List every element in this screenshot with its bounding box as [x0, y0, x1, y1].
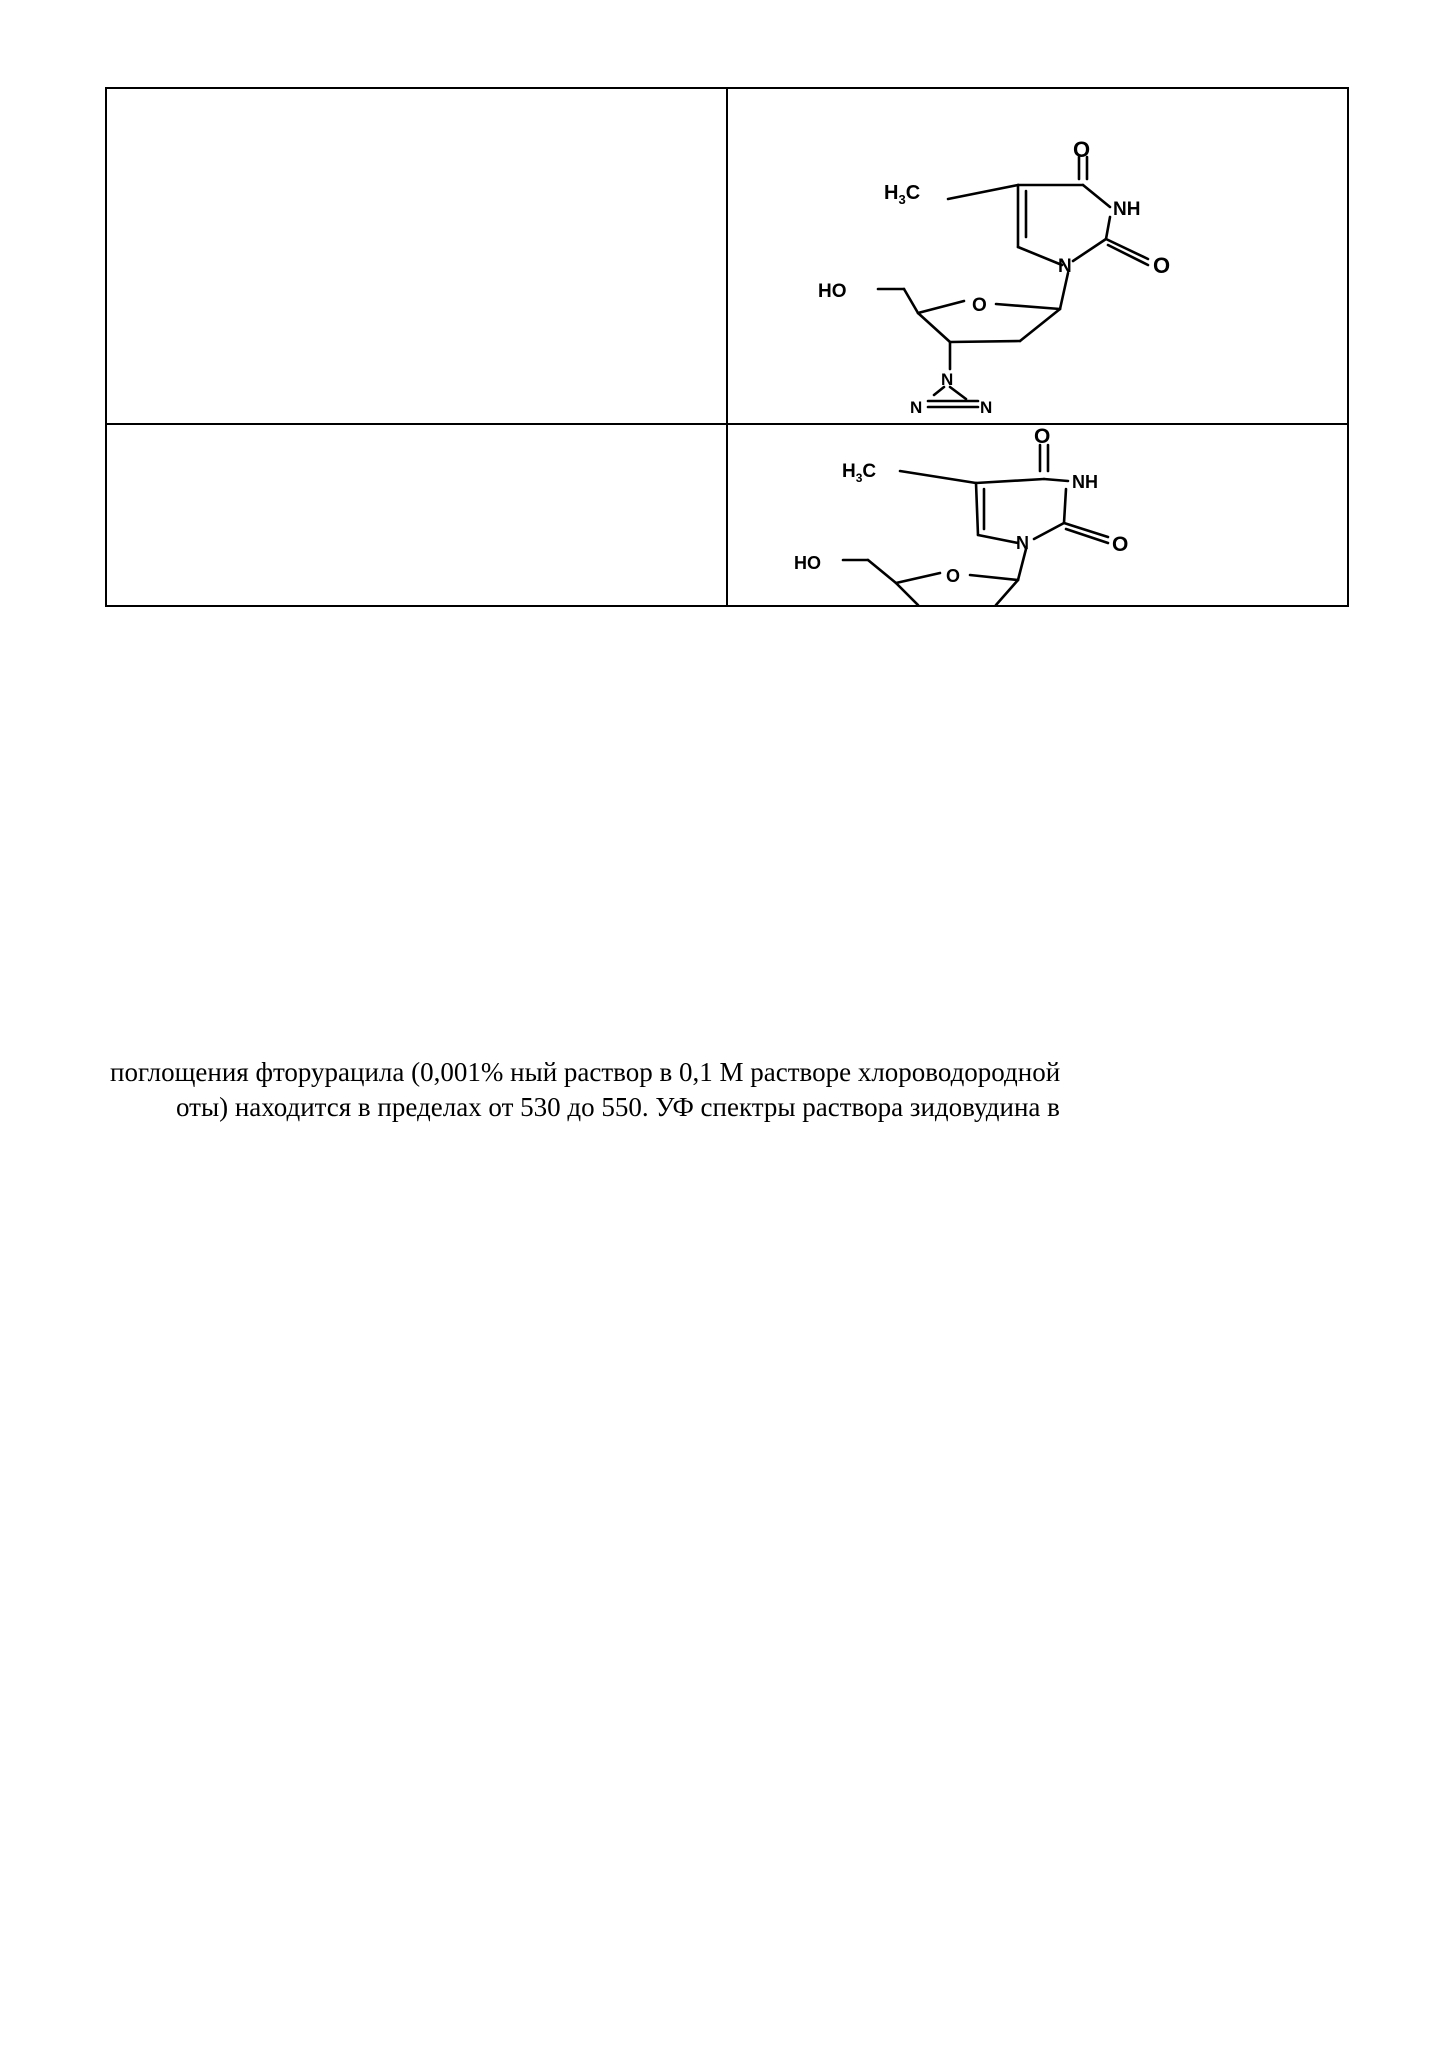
svg-text:N: N [1016, 533, 1029, 553]
paragraph-line: поглощения фторурацила (0,001% ный раствор в 0,1 М растворе хлороводородной [110, 1057, 1061, 1087]
stavudine-like-structure-icon [728, 425, 1347, 605]
table-row [106, 88, 1348, 424]
table-cell-empty [106, 424, 727, 606]
table-cell-empty [106, 88, 727, 424]
svg-text:HO: HO [818, 281, 847, 302]
svg-text:N: N [1058, 256, 1072, 277]
svg-text:HO: HO [794, 553, 821, 573]
table-cell-structure [727, 424, 1348, 606]
svg-text:NH: NH [1113, 199, 1141, 220]
svg-text:N: N [910, 398, 923, 417]
structures-table [105, 87, 1349, 607]
svg-text:NH: NH [1072, 472, 1098, 492]
svg-text:N: N [980, 398, 993, 417]
svg-text:O: O [972, 295, 987, 316]
table-cell-structure [727, 88, 1348, 424]
paragraph-line: оты) находится в пределах от 530 до 550. УФ спектры раствора зидовудина в [176, 1092, 1060, 1122]
svg-text:N: N [941, 370, 954, 389]
svg-text:O: O [946, 566, 961, 586]
svg-text:O: O [1034, 425, 1051, 448]
zidovudine-structure-icon [728, 89, 1347, 423]
body-paragraph [110, 1055, 1350, 1125]
table-row [106, 424, 1348, 606]
svg-text:H3C: $H_3C$ [884, 182, 921, 207]
svg-text:O: O [1073, 137, 1091, 162]
svg-text:O: O [1112, 533, 1129, 556]
svg-text:O: O [1153, 253, 1171, 278]
svg-text:H3C: $H_3C$ [842, 461, 877, 485]
